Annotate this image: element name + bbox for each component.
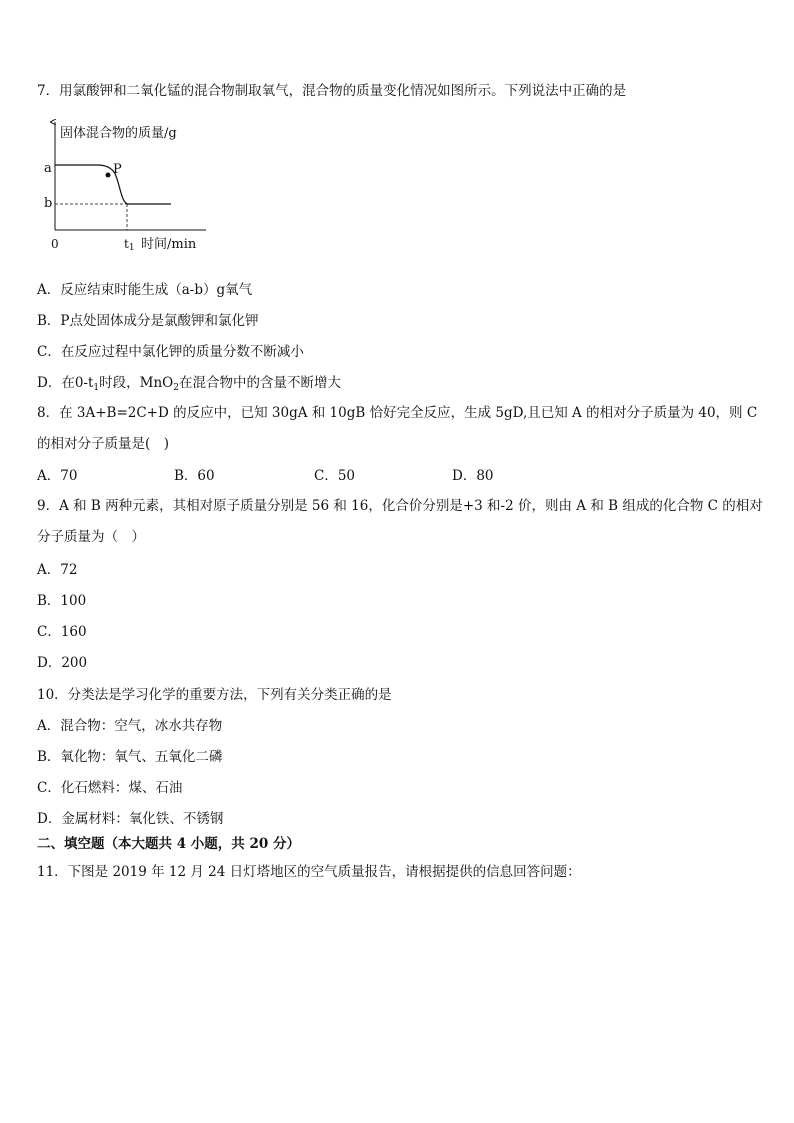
q9-option-d: D．200 — [37, 655, 88, 671]
x-axis-label: 时间/min — [141, 237, 197, 252]
label-t1: t1 — [124, 237, 135, 253]
q9-option-c: C．160 — [37, 624, 87, 640]
question-7-stem: 7．用氯酸钾和二氧化锰的混合物制取氧气，混合物的质量变化情况如图所示。下列说法中正确的是 — [37, 83, 627, 99]
q8-option-d: D．80 — [452, 468, 494, 484]
q7-option-a: A．反应结束时能生成（a-b）g氧气 — [37, 282, 253, 298]
q9-option-b: B．100 — [37, 593, 87, 609]
q10-option-d: D．金属材料：氧化铁、不锈钢 — [37, 811, 224, 827]
q8-option-a: A．70 — [37, 468, 78, 484]
q10-option-c: C．化石燃料：煤、石油 — [37, 780, 183, 796]
label-a: a — [44, 161, 52, 176]
q10-option-b: B．氧化物：氧气、五氧化二磷 — [37, 749, 223, 765]
question-8-stem: 8．在 3A+B=2C+D 的反应中，已知 30gA 和 10gB 恰好完全反应，生成 5gD,且已知 A 的相对分子质量为 40，则 C 的相对分子质量是( ) — [37, 405, 758, 452]
q9-option-a: A．72 — [37, 562, 78, 578]
question-9-stem: 9．A 和 B 两种元素，其相对原子质量分别是 56 和 16，化合价分别是+3 和-2 价，则由 A 和 B 组成的化合物 C 的相对分子质量为（ ） — [37, 498, 763, 545]
question-10-stem: 10．分类法是学习化学的重要方法，下列有关分类正确的是 — [37, 687, 392, 703]
y-axis-label: 固体混合物的质量/g — [60, 126, 177, 141]
mass-time-graph — [36, 118, 216, 258]
label-b: b — [44, 196, 53, 211]
label-p: P — [113, 162, 122, 177]
q8-option-b: B．60 — [174, 468, 215, 484]
question-11-stem: 11．下图是 2019 年 12 月 24 日灯塔地区的空气质量报告，请根据提供的信息回答问题： — [37, 864, 581, 880]
label-origin: 0 — [51, 237, 59, 251]
section-2-title: 二、填空题（本大题共 4 小题，共 20 分） — [37, 836, 300, 852]
q10-option-a: A．混合物：空气，冰水共存物 — [37, 718, 223, 734]
q7-option-c: C．在反应过程中氯化钾的质量分数不断减小 — [37, 344, 304, 360]
q7-option-b: B．P点处固体成分是氯酸钾和氯化钾 — [37, 313, 259, 329]
q7-option-d: D．在$0-t_1$时段，MnO$_2$在混合物中的含量不断增大 — [37, 375, 341, 393]
point-p — [106, 173, 111, 178]
q8-option-c: C．50 — [314, 468, 356, 484]
